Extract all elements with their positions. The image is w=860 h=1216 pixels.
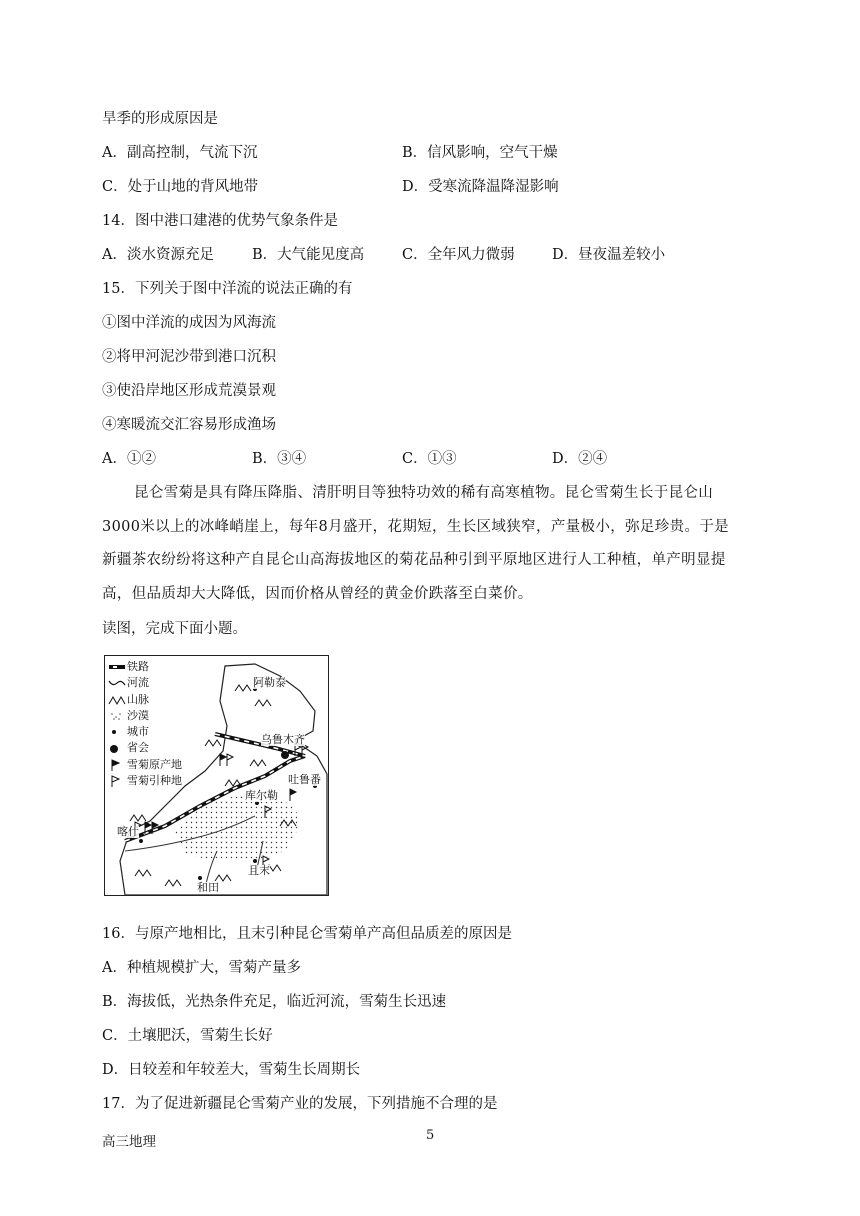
label-hotan: 和田	[197, 881, 219, 894]
xinjiang-map	[104, 655, 329, 896]
legend-river: 河流	[108, 675, 182, 691]
legend-capital: 省会	[108, 740, 182, 756]
map-legend	[108, 659, 182, 789]
desert-icon	[108, 710, 126, 722]
q15-stem: 15．下列关于图中洋流的说法正确的有	[102, 281, 353, 297]
q15-statement-1: ①图中洋流的成因为风海流	[102, 315, 276, 331]
q16-option-b: B．海拔低，光热条件充足，临近河流，雪菊生长迅速	[102, 994, 447, 1010]
q16-option-d: D．日较差和年较差大，雪菊生长周期长	[102, 1062, 361, 1078]
label-altay: 阿勒泰	[253, 676, 286, 689]
q13-option-a: A．副高控制，气流下沉	[102, 145, 258, 161]
q17-stem: 17．为了促进新疆昆仑雪菊产业的发展，下列措施不合理的是	[102, 1096, 498, 1112]
capital-dot-icon	[108, 743, 126, 755]
mountain-icon	[108, 694, 126, 706]
q14-stem: 14．图中港口建港的优势气象条件是	[102, 213, 338, 229]
q13-option-d: D．受寒流降温降湿影响	[402, 179, 559, 195]
legend-desert: 沙漠	[108, 708, 182, 724]
q15-statement-4: ④寒暖流交汇容易形成渔场	[102, 417, 276, 433]
q13-stem-tail: 旱季的形成原因是	[102, 111, 218, 127]
q13-option-c: C．处于山地的背风地带	[102, 179, 259, 195]
legend-railway: 铁路	[108, 659, 182, 675]
q14-option-c: C．全年风力微弱	[402, 247, 515, 263]
label-urumqi: 乌鲁木齐	[261, 733, 305, 746]
q15-statement-2: ②将甲河泥沙带到港口沉积	[102, 349, 276, 365]
railway-icon	[108, 661, 126, 673]
q15-option-d: D．②④	[552, 451, 608, 467]
label-korla: 库尔勒	[245, 789, 278, 802]
q14-option-b: B．大气能见度高	[252, 247, 365, 263]
q13-option-b: B．信风影响，空气干燥	[402, 145, 558, 161]
footer-subject: 高三地理	[102, 1134, 156, 1150]
q15-option-c: C．①③	[402, 451, 457, 467]
q15-option-b: B．③④	[252, 451, 307, 467]
legend-introduced: 雪菊引种地	[108, 773, 182, 789]
label-turpan: 吐鲁番	[288, 773, 321, 786]
q14-option-a: A．淡水资源充足	[102, 247, 214, 263]
legend-city: 城市	[108, 724, 182, 740]
q16-option-c: C．土壤肥沃，雪菊生长好	[102, 1028, 273, 1044]
passage-paragraph: 昆仑雪菊是具有降压降脂、清肝明目等独特功效的稀有高寒植物。昆仑雪菊生长于昆仑山3000米以上的冰峰峭崖上，每年8月盛开，花期短，生长区域狭窄，产量极小，弥足珍贵。于是新疆茶农纷纷将这种产自昆仑山高海拔地区的菊花品种引到平原地区进行人工种植，单产明显提高，但品质却大大降低，因而价格从曾经的黄金价跌落至白菜价。	[102, 485, 730, 602]
legend-mountain: 山脉	[108, 692, 182, 708]
filled-flag-icon	[108, 759, 126, 771]
q15-option-a: A．①②	[102, 451, 156, 467]
page-number: 5	[426, 1128, 435, 1143]
q16-option-a: A．种植规模扩大，雪菊产量多	[102, 960, 301, 976]
label-kashgar: 喀什	[117, 825, 139, 838]
q16-stem: 16．与原产地相比，且末引种昆仑雪菊单产高但品质差的原因是	[102, 926, 512, 942]
legend-origin: 雪菊原产地	[108, 757, 182, 773]
outline-flag-icon	[108, 775, 126, 787]
river-icon	[108, 677, 126, 689]
label-qiemo: 且末	[248, 864, 270, 877]
city-dot-icon	[108, 726, 126, 738]
q15-statement-3: ③使沿岸地区形成荒漠景观	[102, 383, 276, 399]
map-instruction: 读图，完成下面小题。	[102, 621, 247, 637]
q14-option-d: D．昼夜温差较小	[552, 247, 666, 263]
